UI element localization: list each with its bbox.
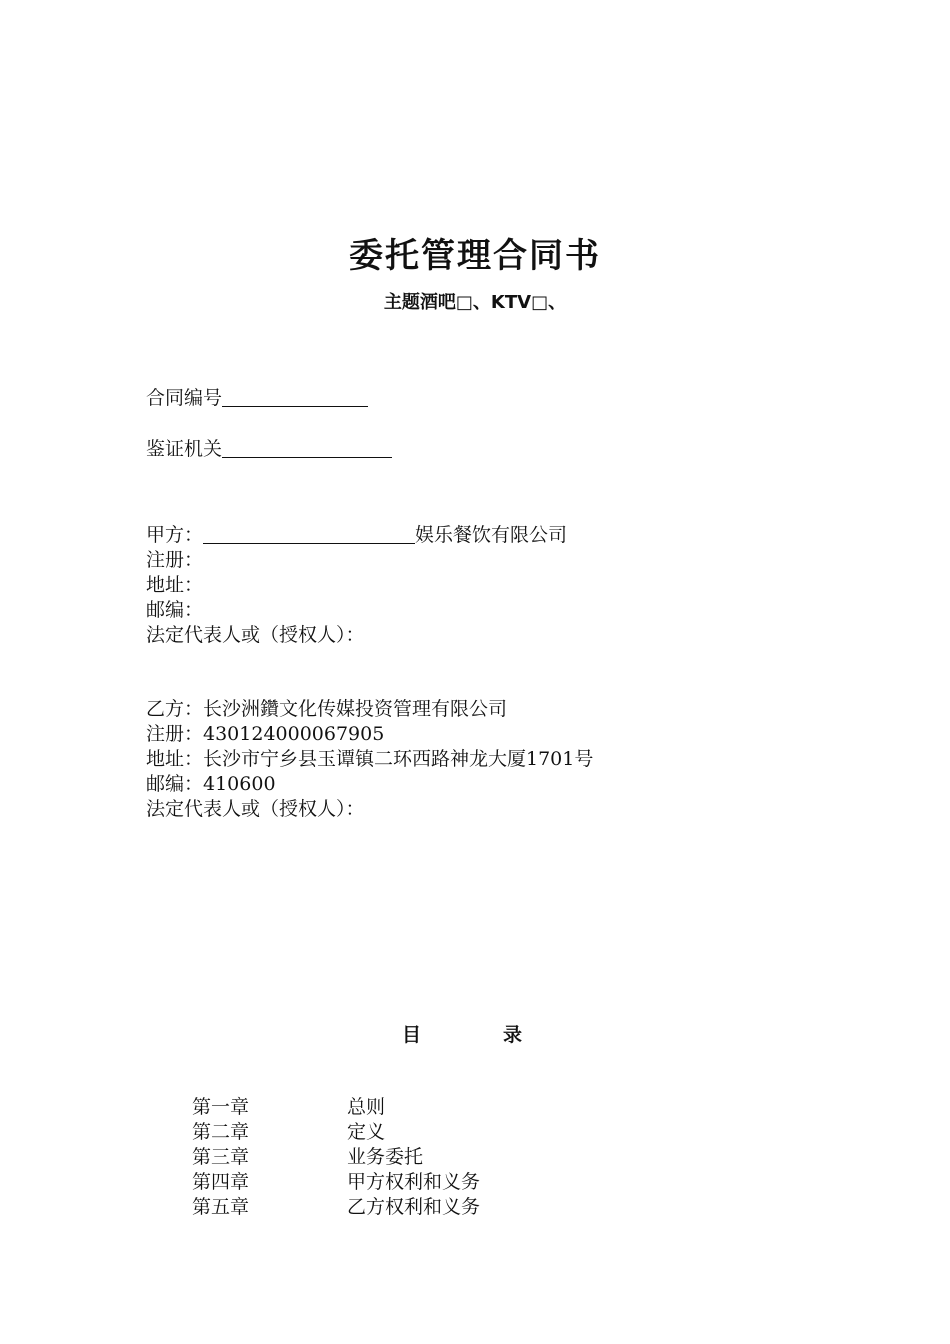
- toc-title-right: 录: [503, 1024, 523, 1046]
- party-a-address: 地址：: [146, 574, 204, 596]
- party-b-reg: 注册：430124000067905: [146, 723, 385, 745]
- toc-chapter-name: 甲方权利和义务: [347, 1171, 481, 1193]
- toc-chapter-name: 乙方权利和义务: [347, 1196, 481, 1218]
- party-b-address: 地址：长沙市宁乡县玉谭镇二环西路神龙大厦1701号: [146, 748, 594, 770]
- party-a-suffix: 娱乐餐饮有限公司: [415, 524, 568, 546]
- contract-number-blank: [222, 386, 368, 407]
- party-a-zip: 邮编：: [146, 599, 204, 621]
- contract-number-label: 合同编号: [146, 387, 223, 409]
- authority-blank: [222, 437, 392, 458]
- toc-chapter-name: 定义: [347, 1121, 386, 1143]
- toc-chapter: 第五章: [192, 1196, 250, 1218]
- party-a-name-blank: [203, 523, 415, 544]
- toc-chapter: 第三章: [192, 1146, 250, 1168]
- toc-chapter: 第一章: [192, 1096, 250, 1118]
- authority-line: [146, 437, 392, 462]
- party-a-label: 甲方：: [146, 524, 204, 546]
- party-b-name: 乙方：长沙洲鑽文化传媒投资管理有限公司: [146, 698, 508, 720]
- party-a-name-line: [146, 523, 567, 548]
- authority-label: 鉴证机关: [146, 438, 223, 460]
- party-b-representative: 法定代表人或（授权人）：: [146, 798, 365, 820]
- party-a-reg: 注册：: [146, 549, 204, 571]
- document-title: 委托管理合同书: [349, 236, 601, 276]
- party-a-representative: 法定代表人或（授权人）：: [146, 624, 365, 646]
- toc-chapter: 第四章: [192, 1171, 250, 1193]
- contract-number-line: [146, 386, 368, 411]
- toc-chapter: 第二章: [192, 1121, 250, 1143]
- party-b-zip: 邮编：410600: [146, 773, 276, 795]
- toc-title-left: 目: [402, 1024, 422, 1046]
- toc-chapter-name: 业务委托: [347, 1146, 424, 1168]
- document-subtitle: 主题酒吧□、KTV□、: [383, 292, 567, 313]
- toc-chapter-name: 总则: [347, 1096, 386, 1118]
